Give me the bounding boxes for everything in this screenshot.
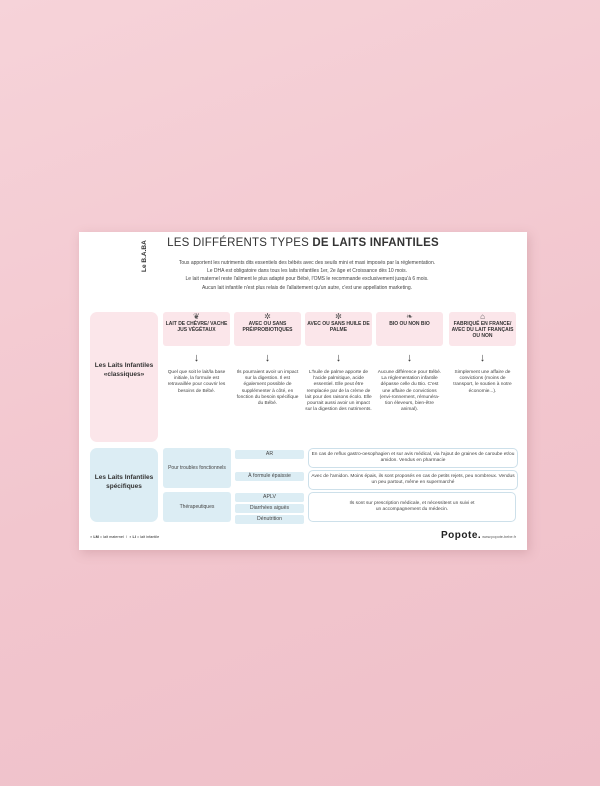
down-arrow-icon: ↓ <box>479 352 486 364</box>
column-text: Simplement une affaire de convictions (moins de transport, le soutien à notre économie...). <box>453 370 512 394</box>
france-map-icon: ⌂ <box>480 312 485 321</box>
intro-line: Aucun lait infantile n'est plus relais de l'allaitement qu'un autre, c'est une appellation marketing. <box>201 284 413 291</box>
description-box: En cas de reflux gastro-oesophagien et sur avis médical, via l'ajout de graines de caroube et/ou amidon. Vendus en pharmacie <box>308 448 518 468</box>
intro-line: Le lait maternel reste l'aliment le plus adapté pour Bébé, l'OMS le recommande exclusivement jusqu'à 6 mois. <box>185 276 429 283</box>
bottle-icon: ◗ <box>129 535 132 539</box>
tag-aplv: APLV <box>235 493 304 502</box>
legend: ◗ LM = lait maternel / ◗ LI = lait infantile <box>90 535 160 539</box>
tag-ar: AR <box>235 450 304 459</box>
column-header: ❦ LAIT DE CHÈVRE/ VACHE JUS VÉGÉTAUX <box>163 312 230 346</box>
bacteria-icon: ✲ <box>264 312 271 321</box>
down-arrow-icon: ↓ <box>264 352 271 364</box>
classic-panel <box>90 312 158 442</box>
down-arrow-icon: ↓ <box>406 352 413 364</box>
website-url: www.popote-bebe.fr <box>482 535 516 539</box>
down-arrow-icon: ↓ <box>335 352 342 364</box>
tag-diarrhees: Diarrhées aiguës <box>235 504 304 513</box>
column-text: Aucune différence pour Bébé. La réglementation infantile dépasse celle du Bio. C'est une affaire de convictions (envi-ronnement, rémunéra-tion éleveurs, bien-être animal). <box>377 370 442 413</box>
column-text: Ils pourraient avoir un impact sur la digestion. Il est également possible de supplémenter à côté, en fonction du besoin spécifique du Bébé. <box>236 370 299 407</box>
column-header: ❧ BIO OU NON BIO <box>376 312 443 346</box>
description-box: Avec de l'amidon. Moins épais, ils sont proposés en cas de petits rejets, peu nombreux. Vendus un peu partout, même en supermarché <box>308 470 518 490</box>
classic-label: Les Laits Infantiles «classiques» <box>94 362 154 378</box>
description-box: Ils sont sur prescription médicale, et nécessitent un suivi et un accompagnement du médecin. <box>308 492 516 522</box>
column-text: L'huile de palme apporte de l'acide palmitique, acide essentiel. Elle peut être remplacée par de la crème de lait pour des raisons écolo. Elle pourrait aussi avoir un impact sur la digestion des nutriments. <box>305 370 372 413</box>
infographic-sheet <box>79 232 527 550</box>
palm-tree-icon: ✼ <box>335 312 342 321</box>
intro-text <box>157 259 457 292</box>
baba-label: Le B.A.BA <box>141 240 148 272</box>
column-header: ✲ AVEC OU SANS PRÉ/PROBIOTIQUES <box>234 312 301 346</box>
column-header: ⌂ FABRIQUÉ EN FRANCE/ AVEC DU LAIT FRANÇAIS OU NON <box>449 312 516 346</box>
specific-label: Les Laits Infantiles spécifiques <box>94 474 154 490</box>
sprout-icon: ❧ <box>406 312 413 321</box>
title-light: LES DIFFÉRENTS TYPES <box>167 237 309 249</box>
leaf-icon: ❦ <box>193 312 200 321</box>
title-bold: DE LAITS INFANTILES <box>312 237 439 249</box>
group-label: Pour troubles fonctionnels <box>163 448 231 488</box>
tag-formule-epaissie: À formule épaissie <box>235 472 304 481</box>
tag-denutrition: Dénutrition <box>235 515 304 524</box>
intro-line: Tous apportent les nutriments dits essentiels des bébés avec des seuils mini et maxi imposés par la réglementation. <box>178 260 436 266</box>
group-label: Thérapeutiques <box>163 492 231 522</box>
column-header: ✼ AVEC OU SANS HUILE DE PALME <box>305 312 372 346</box>
specific-panel <box>90 448 158 522</box>
column-text: Quel que soit le lait/la base initiale, la formule est retravaillée pour couvrir les besoins de Bébé. <box>167 370 226 394</box>
intro-line: Le DHA est obligatoire dans tous les laits infantiles 1er, 2e âge et Croissance dès 10 mois. <box>206 268 408 275</box>
brand-logo: Popote. <box>441 530 482 541</box>
down-arrow-icon: ↓ <box>193 352 200 364</box>
bottle-icon: ◗ <box>90 535 93 539</box>
